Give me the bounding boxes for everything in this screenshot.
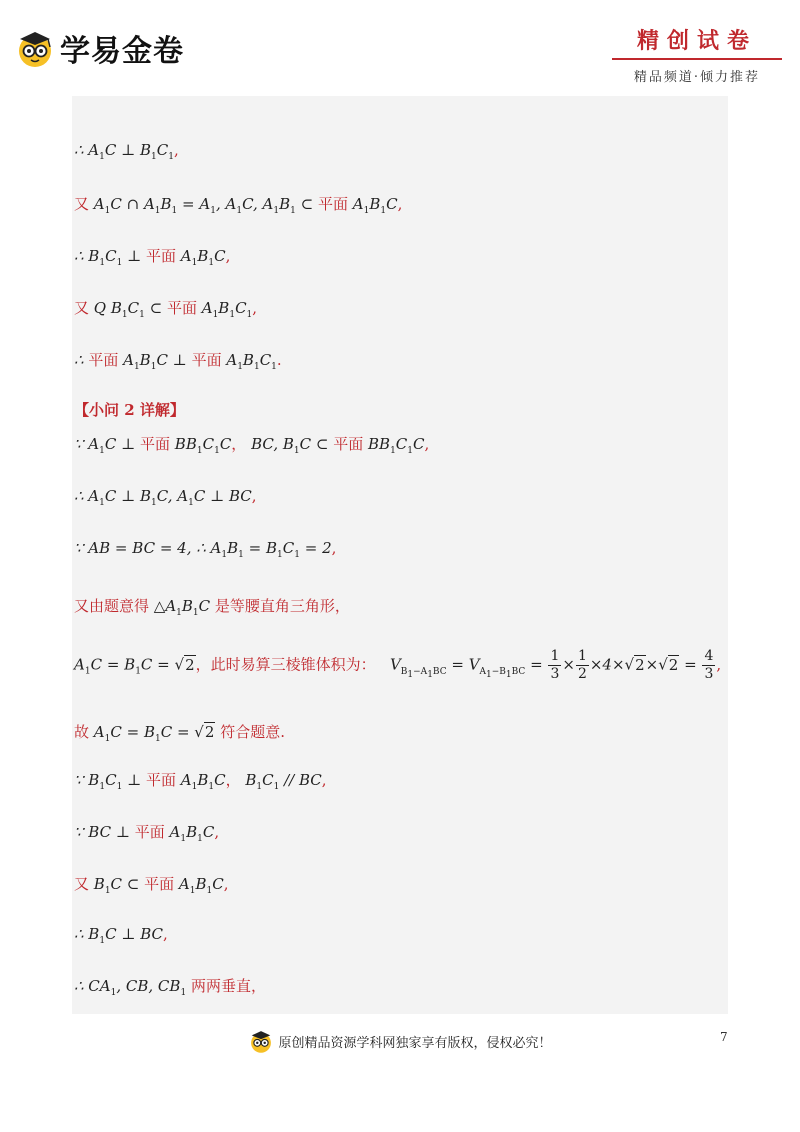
math-line: ∴ $B_1C_1$ ⊥ 平面 $A_1B_1C$, [74,247,231,268]
math-line: ∵ $B_1C_1$ ⊥ 平面 $A_1B_1C$， $B_1C_1$ // BC, [74,771,327,792]
brand-subtitle: 精品频道·倾力推荐 [633,70,761,85]
owl-mascot-icon [14,27,56,69]
owl-mascot-icon [248,1028,274,1054]
page-header [0,0,800,90]
logo [14,26,184,70]
math-line: ∴ $CA_1$, CB, $CB_1$ 两两垂直， [74,977,266,998]
math-line: 又 $B_1C$ ⊂ 平面 $A_1B_1C$, [74,875,229,896]
math-line: 故 $A_1C = B_1C = √2$ 符合题意. [74,723,285,744]
math-line: ∴ $A_1C$ ⊥ $B_1C_1$, [74,141,179,162]
brand-divider [612,58,782,60]
math-line: 又由题意得 $\triangle A_1B_1C$ 是等腰直角三角形， [74,597,350,618]
math-line: ∴ $B_1C$ ⊥ BC, [74,925,168,946]
math-line: ∵ AB = BC = 4, ∴ $A_1B_1 = B_1C_1 = 2$, [74,539,337,560]
page-footer [0,1028,800,1058]
math-line: ∴ $A_1C$ ⊥ $B_1C$, $A_1C$ ⊥ BC, [74,487,257,508]
section-heading: 【小问 2 详解】 [74,401,185,419]
brand-block [612,24,782,85]
math-line: ∵ BC ⊥ 平面 $A_1B_1C$, [74,823,220,844]
brand-title: 精创试卷 [636,28,757,54]
math-line: 又 $A_1C$ ∩ $A_1B_1 = A_1$, $A_1C$, $A_1B_1$ ⊂ 平面 $A_1B_1C$, [74,195,403,216]
math-line: ∵ $A_1C$ ⊥ 平面 $BB_1C_1C$， BC, $B_1C$ ⊂ 平面 $BB_1C_1C$, [74,435,430,456]
page-number: 7 [720,1030,728,1044]
logo-text: 学易金卷 [60,34,184,69]
copyright-notice: 原创精品资源学科网独家享有版权，侵权必究！ [278,1035,552,1051]
math-line: $A_1C = B_1C = √2$，此时易算三棱锥体积为： $V_{B_1-A_1BC} = V_{A_1-B_1BC}$ = $\frac{1}{3}$ × $\frac{1}{2}$ ×4×√2×√2 = $\frac{4}{3}$ , [74,648,722,682]
math-line: ∴ 平面 $A_1B_1C$ ⊥ 平面 $A_1B_1C_1$. [74,351,282,372]
math-line: 又 Q $B_1C_1$ ⊂ 平面 $A_1B_1C_1$, [74,299,258,320]
